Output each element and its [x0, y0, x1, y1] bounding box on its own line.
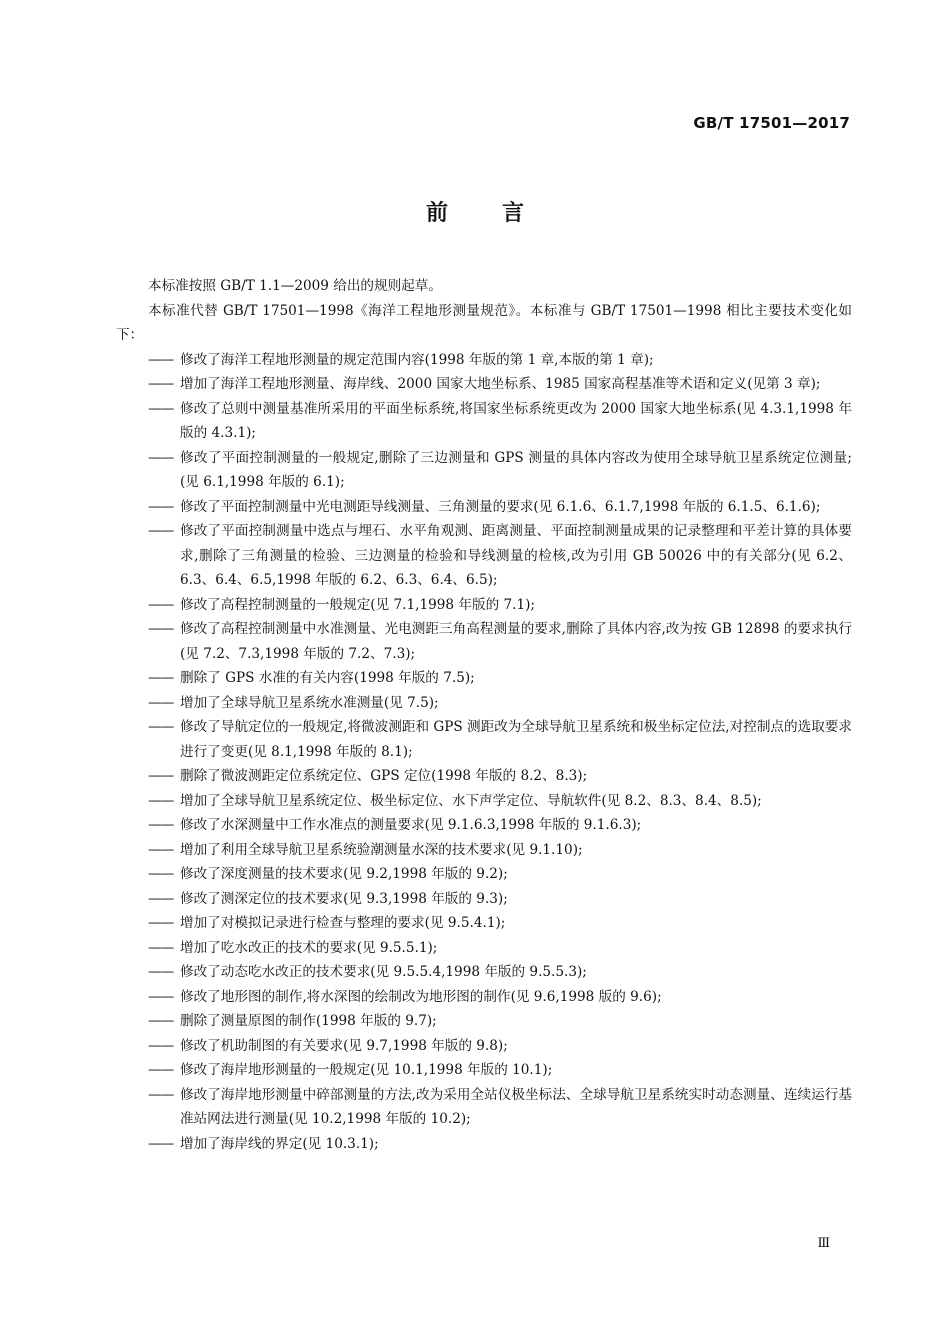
change-item: [116, 1083, 852, 1132]
change-text: 增加了对模拟记录进行检查与整理的要求(见 9.5.4.1);: [180, 915, 506, 931]
changes-list: [116, 348, 852, 1157]
dash-marker: ——: [148, 939, 174, 956]
document-body: [116, 274, 852, 1156]
dash-marker: ——: [148, 988, 174, 1005]
change-text: 修改了深度测量的技术要求(见 9.2,1998 年版的 9.2);: [180, 866, 508, 882]
change-text: 修改了导航定位的一般规定,将微波测距和 GPS 测距改为全球导航卫星系统和极坐标定位法,对控制点的选取要求进行了变更(见 8.1,1998 年版的 8.1);: [180, 719, 852, 760]
page-number: Ⅲ: [817, 1236, 830, 1251]
dash-marker: ——: [148, 1013, 174, 1029]
change-text: 修改了平面控制测量中光电测距导线测量、三角测量的要求(见 6.1.6、6.1.7,1998 年版的 6.1.5、6.1.6);: [180, 498, 821, 515]
intro-paragraph: 本标准代替 GB/T 17501—1998《海洋工程地形测量规范》。本标准与 GB/T 17501—1998 相比主要技术变化如下：: [116, 302, 852, 343]
dash-marker: ——: [148, 351, 174, 368]
change-text: 增加了海洋工程地形测量、海岸线、2000 国家大地坐标系、1985 国家高程基准等术语和定义(见第 3 章);: [180, 376, 821, 392]
change-text: 修改了海岸地形测量中碎部测量的方法,改为采用全站仪极坐标法、全球导航卫星系统实时动态测量、连续运行基准站网法进行测量(见 10.2,1998 年版的 10.2);: [180, 1086, 852, 1127]
change-item: [116, 838, 852, 863]
dash-marker: ——: [148, 596, 174, 613]
change-text: 修改了平面控制测量中选点与埋石、水平角观测、距离测量、平面控制测量成果的记录整理和平差计算的具体要求,删除了三角测量的检验、三边测量的检验和导线测量的检核,改为引用 GB 50026 中的有关部分(见 6.2、6.3、6.4、6.5,1998 年版的 6.2、6.3、6.4、6.5);: [180, 523, 852, 588]
change-item: [116, 1058, 852, 1083]
change-item: [116, 887, 852, 912]
dash-marker: ——: [148, 376, 174, 392]
change-text: 修改了水深测量中工作水准点的测量要求(见 9.1.6.3,1998 年版的 9.1.6.3);: [180, 817, 642, 833]
dash-marker: ——: [148, 915, 174, 931]
change-text: 修改了机助制图的有关要求(见 9.7,1998 年版的 9.8);: [180, 1037, 508, 1054]
change-text: 修改了平面控制测量的一般规定,删除了三边测量和 GPS 测量的具体内容改为使用全球导航卫星系统定位测量;(见 6.1,1998 年版的 6.1);: [180, 449, 852, 490]
change-item: [116, 715, 852, 764]
change-item: [116, 446, 852, 495]
change-item: [116, 691, 852, 716]
change-text: 修改了海岸地形测量的一般规定(见 10.1,1998 年版的 10.1);: [180, 1062, 553, 1078]
change-text: 修改了动态吃水改正的技术要求(见 9.5.5.4,1998 年版的 9.5.5.3);: [180, 964, 587, 980]
change-text: 增加了全球导航卫星系统定位、极坐标定位、水下声学定位、导航软件(见 8.2、8.3、8.4、8.5);: [180, 792, 762, 809]
dash-marker: ——: [148, 866, 174, 882]
dash-marker: ——: [148, 890, 174, 907]
dash-marker: ——: [148, 498, 174, 515]
change-item: [116, 666, 852, 691]
change-item: [116, 397, 852, 446]
change-text: 修改了海洋工程地形测量的规定范围内容(1998 年版的第 1 章,本版的第 1 章);: [180, 351, 654, 368]
change-text: 修改了高程控制测量的一般规定(见 7.1,1998 年版的 7.1);: [180, 596, 535, 613]
dash-marker: ——: [148, 621, 174, 637]
change-item: [116, 764, 852, 789]
dash-marker: ——: [148, 768, 174, 784]
dash-marker: ——: [148, 523, 174, 539]
dash-marker: ——: [148, 817, 174, 833]
change-item: [116, 1034, 852, 1059]
change-item: [116, 936, 852, 961]
change-text: 增加了利用全球导航卫星系统验潮测量水深的技术要求(见 9.1.10);: [180, 841, 583, 858]
change-item: [116, 519, 852, 593]
change-text: 修改了地形图的制作,将水深图的绘制改为地形图的制作(见 9.6,1998 版的 9.6);: [180, 988, 662, 1005]
standard-code: GB/T 17501—2017: [693, 114, 850, 132]
change-text: 删除了 GPS 水准的有关内容(1998 年版的 7.5);: [180, 670, 475, 686]
dash-marker: ——: [148, 694, 174, 711]
change-item: [116, 789, 852, 814]
change-item: [116, 495, 852, 520]
change-item: [116, 960, 852, 985]
dash-marker: ——: [148, 719, 174, 735]
change-text: 增加了吃水改正的技术的要求(见 9.5.5.1);: [180, 939, 438, 956]
change-item: [116, 348, 852, 373]
change-item: [116, 617, 852, 666]
change-text: 修改了高程控制测量中水准测量、光电测距三角高程测量的要求,删除了具体内容,改为按 GB 12898 的要求执行(见 7.2、7.3,1998 年版的 7.2、7.3);: [180, 621, 852, 662]
change-item: [116, 813, 852, 838]
change-item: [116, 911, 852, 936]
dash-marker: ——: [148, 841, 174, 858]
change-text: 修改了总则中测量基准所采用的平面坐标系统,将国家坐标系统更改为 2000 国家大地坐标系(见 4.3.1,1998 年版的 4.3.1);: [180, 400, 852, 441]
change-item: [116, 593, 852, 618]
dash-marker: ——: [148, 1037, 174, 1054]
change-text: 修改了测深定位的技术要求(见 9.3,1998 年版的 9.3);: [180, 890, 508, 907]
dash-marker: ——: [148, 964, 174, 980]
dash-marker: ——: [148, 449, 174, 466]
change-text: 增加了全球导航卫星系统水准测量(见 7.5);: [180, 694, 439, 711]
change-item: [116, 1132, 852, 1157]
dash-marker: ——: [148, 1135, 174, 1152]
change-item: [116, 862, 852, 887]
dash-marker: ——: [148, 792, 174, 809]
dash-marker: ——: [148, 400, 174, 417]
change-item: [116, 372, 852, 397]
dash-marker: ——: [148, 1062, 174, 1078]
page-title: 前言: [425, 201, 578, 226]
dash-marker: ——: [148, 1086, 174, 1103]
change-text: 增加了海岸线的界定(见 10.3.1);: [180, 1135, 379, 1152]
change-text: 删除了测量原图的制作(1998 年版的 9.7);: [180, 1013, 437, 1029]
change-item: [116, 1009, 852, 1034]
change-text: 删除了微波测距定位系统定位、GPS 定位(1998 年版的 8.2、8.3);: [180, 768, 588, 784]
dash-marker: ——: [148, 670, 174, 686]
change-item: [116, 985, 852, 1010]
intro-paragraph: 本标准按照 GB/T 1.1—2009 给出的规则起草。: [148, 278, 442, 294]
